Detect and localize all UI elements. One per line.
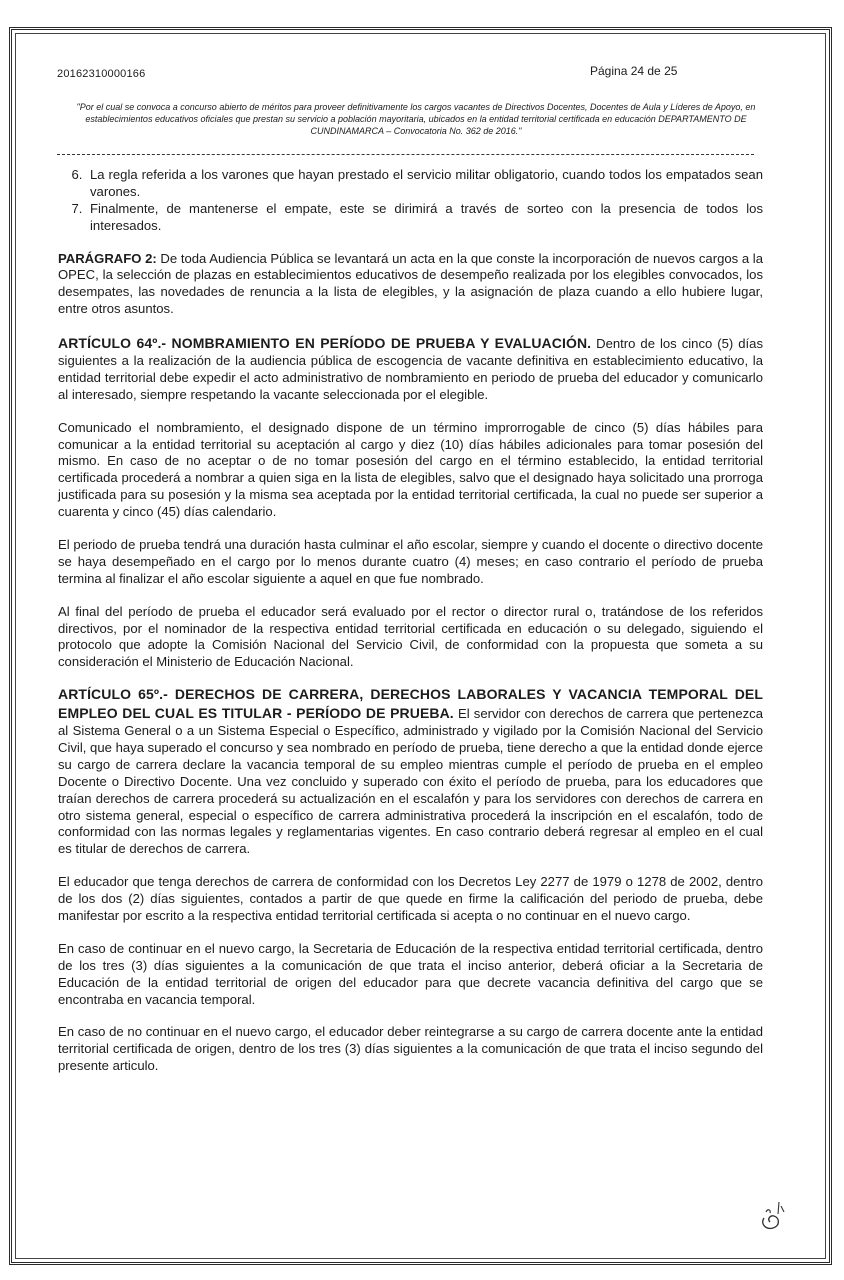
list-item: 7. Finalmente, de mantenerse el empate, este se dirimirá a través de sorteo con la presencia de todos los interesados. [86, 201, 763, 235]
header-divider [57, 154, 754, 155]
tiebreak-rules-list [58, 167, 763, 235]
article-65-heading: ARTÍCULO 65º.- DERECHOS DE CARRERA, DERECHOS LABORALES Y VACANCIA TEMPORAL DEL EMPLEO DEL CUAL ES TITULAR - PERÍODO DE PRUEBA. [58, 686, 763, 722]
article-65-paragraph: En caso de no continuar en el nuevo cargo, el educador deber reintegrarse a su cargo de carrera docente ante la entidad territorial certificada de origen, dentro de los tres (3) días siguientes a la comunicación de que trata el inciso segundo del presente articulo. [58, 1024, 763, 1074]
article-64-intro-text: Dentro de los cinco (5) días siguientes a la realización de la audiencia pública de escogencia de vacante definitiva en establecimiento educativo, la entidad territorial debe expedir el acto administrativo de nombramiento en periodo de prueba del educador y comunicarlo al interesado, siempre respetando la vacante seleccionada por el elegible. [58, 336, 763, 402]
article-64-intro [58, 334, 763, 404]
header-quote: "Por el cual se convoca a concurso abierto de méritos para proveer definitivamente los cargos vacantes de Directivos Docentes, Docentes de Aula y Líderes de Apoyo, en establecimientos educativos oficiales que prestan su servicio a población mayoritaria, ubicados en la entidad territorial certificada en educación DEPARTAMENTO DE CUNDINAMARCA – Convocatoria No. 362 de 2016." [76, 102, 756, 137]
paragrafo-2-text: De toda Audiencia Pública se levantará un acta en la que conste la incorporación de nuevos cargos a la OPEC, la selección de plazas en establecimientos educativos de desempeño realizada por los elegibles convocados, los desempates, las novedades de renuncia a la lista de elegibles, y la asignación de plaza cuando a ello hubiere lugar, entre otros asuntos. [58, 250, 763, 317]
article-64-heading: ARTÍCULO 64º.- NOMBRAMIENTO EN PERÍODO DE PRUEBA Y EVALUACIÓN. [58, 335, 592, 352]
article-65-intro-text: El servidor con derechos de carrera que pertenezca al Sistema General o a un Sistema Especial o Específico, administrado y vigilado por la Comisión Nacional del Servicio Civil, que haya superado el concurso y sea nombrado en período de prueba, tiene derecho a que la entidad donde ejerce su cargo de carrera declare la vacancia temporal de su empleo mientras cumple el período de prueba en el empleo Docente o Directivo Docente. Una vez concluido y superado con éxito el período de prueba, para los educadores que traían derechos de carrera procederá su actualización en el escalafón y para los servidores con derechos de carrera en otro sistema general, especial o específico de carrera administrativa procederá la inscripción en el escalafón, todo de conformidad con las normas legales y reglamentarias vigentes. En caso contrario deberá regresar al empleo en el cual es titular de derechos de carrera. [58, 706, 763, 857]
page-number: Página 24 de 25 [590, 64, 678, 78]
article-64-paragraph: El periodo de prueba tendrá una duración hasta culminar el año escolar, siempre y cuando el docente o directivo docente se haya desempeñado en el cargo por lo menos durante cuatro (4) meses; en caso contrario el período de prueba termina al finalizar el año escolar siguiente a aquel en que fue nombrado. [58, 537, 763, 586]
document-number: 20162310000166 [57, 68, 146, 80]
article-65-paragraph: El educador que tenga derechos de carrera de conformidad con los Decretos Ley 2277 de 1979 o 1278 de 2002, dentro de los dos (2) días siguientes, contados a partir de que quede en firme la calificación del periodo de prueba, debe manifestar por escrito a la respectiva entidad territorial certificada si acepta o no continuar en el nuevo cargo. [58, 874, 763, 923]
article-65-intro [58, 685, 763, 858]
article-64-paragraph: Al final del período de prueba el educador será evaluado por el rector o director rural o, tratándose de los referidos directivos, por el nominador de la respectiva entidad territorial certificada en educación o su delegado, siguiendo el protocolo que adopte la Comisión Nacional del Servicio Civil, de conformidad con la propuesta que someta a su consideración el Ministerio de Educación Nacional. [58, 603, 763, 670]
list-item: 6. La regla referida a los varones que hayan prestado el servicio militar obligatorio, cuando todos los empatados sean varones. [86, 167, 763, 201]
document-body [58, 167, 763, 1091]
paragrafo-2-label: PARÁGRAFO 2: [58, 250, 157, 266]
folio-stamp-icon [758, 1198, 786, 1232]
article-65-paragraph: En caso de continuar en el nuevo cargo, la Secretaria de Educación de la respectiva entidad territorial certificada, dentro de los tres (3) días siguientes a la comunicación de que trata el inciso anterior, deberá oficiar a la Secretaria de Educación de la entidad territorial de origen del educador para que decrete vacancia definitiva del cargo que se encontraba en vacancia temporal. [58, 940, 763, 1007]
article-64-paragraph: Comunicado el nombramiento, el designado dispone de un término improrrogable de cinco (5) días hábiles para comunicar a la entidad territorial su aceptación al cargo y diez (10) días hábiles adicionales para tomar posesión del mismo. En caso de no aceptar o de no tomar posesión del cargo en el término establecido, la entidad territorial certificada procederá a nombrar a quien siga en la lista de elegibles, salvo que el designado haya solicitado una prorroga justificada para su posesión y la misma sea aceptada por la entidad territorial certificada, la cual no puede ser superior a cuarenta y cinco (45) días calendario. [58, 419, 763, 520]
paragrafo-2 [58, 251, 763, 319]
